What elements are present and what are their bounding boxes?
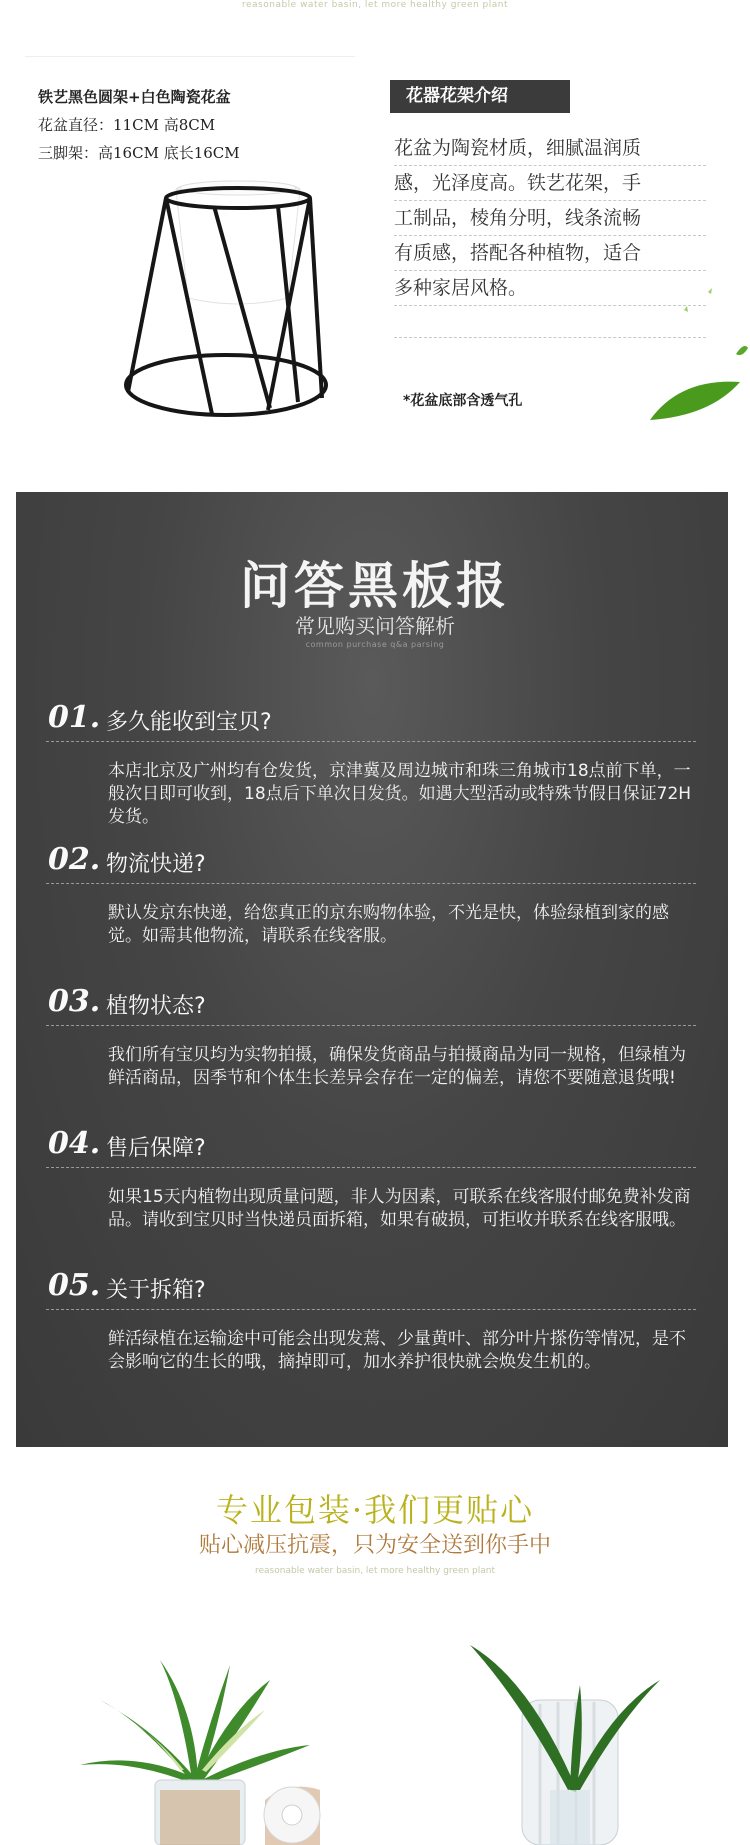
question-number: 01. xyxy=(48,700,101,735)
question-text: 关于拆箱? xyxy=(106,1278,206,1303)
question-text: 植物状态? xyxy=(106,994,206,1019)
intro-line: 多种家居风格。 xyxy=(394,271,706,306)
board-tagline: common purchase q&a parsing xyxy=(305,640,445,649)
intro-line: 工制品，棱角分明，线条流畅 xyxy=(394,201,706,236)
answer-text: 默认发京东快递，给您真正的京东购物体验，不光是快，体验绿植到家的感觉。如需其他物流，请联系在线客服。 xyxy=(108,903,669,946)
answer-text: 我们所有宝贝均为实物拍摄，确保发货商品与拍摄商品为同一规格，但绿植为鲜活商品，因季节和个体生长差异会存在一定的偏差，请您不要随意退货哦! xyxy=(108,1045,686,1088)
board-subtitle: 常见购买问答解析 xyxy=(295,614,455,638)
answer-text: 鲜活绿植在运输途中可能会出现发蔫、少量黄叶、部分叶片搽伤等情况，是不会影响它的生长的哦，摘掉即可，加水养护很快就会焕发生机的。 xyxy=(108,1329,686,1372)
question-divider xyxy=(46,1309,696,1310)
question-text: 多久能收到宝贝? xyxy=(106,710,272,735)
packaged-plant-image-right xyxy=(460,1640,680,1845)
question-text: 物流快递? xyxy=(106,852,206,877)
question-number: 05. xyxy=(48,1268,101,1303)
spec-line-pot: 花盆直径：11CM 高8CM xyxy=(38,116,216,134)
packaged-plant-image-left xyxy=(60,1640,360,1845)
intro-heading: 花器花架介绍 xyxy=(390,80,570,113)
top-tagline: reasonable water basin, let more healthy green plant xyxy=(241,0,509,10)
question-text: 售后保障? xyxy=(106,1136,206,1161)
spec-title: 铁艺黑色圆架+白色陶瓷花盆 xyxy=(38,88,231,106)
board-title: 问答黑板报 xyxy=(240,557,510,615)
question-number: 03. xyxy=(48,984,101,1019)
question-divider xyxy=(46,1167,696,1168)
question-divider xyxy=(46,883,696,884)
answer-text: 本店北京及广州均有仓发货，京津冀及周边城市和珠三角城市18点前下单，一般次日即可收到，18点后下单次日发货。如遇大型活动或特殊节假日保证72H发货。 xyxy=(108,761,692,827)
spec-line-stand: 三脚架：高16CM 底长16CM xyxy=(38,144,240,162)
question-divider xyxy=(46,1025,696,1026)
answer-text: 如果15天内植物出现质量问题，非人为因素，可联系在线客服付邮免费补发商品。请收到宝贝时当快递员面拆箱，如果有破损，可拒收并联系在线客服哦。 xyxy=(108,1187,691,1230)
intro-line: 感，光泽度高。铁艺花架，手 xyxy=(394,166,706,201)
vent-hole-note: *花盆底部含透气孔 xyxy=(403,393,523,409)
top-divider xyxy=(25,56,355,57)
plant-stand-image xyxy=(110,170,350,450)
question-number: 02. xyxy=(48,842,101,877)
question-number: 04. xyxy=(48,1126,101,1161)
question-divider xyxy=(46,741,696,742)
packaging-subtitle: 贴心减压抗震，只为安全送到你手中 xyxy=(198,1533,551,1558)
intro-line: 花盆为陶瓷材质，细腻温润质 xyxy=(394,131,706,166)
intro-line: 有质感，搭配各种植物，适合 xyxy=(394,236,706,271)
packaging-tagline: reasonable water basin, let more healthy green plant xyxy=(254,1566,496,1576)
packaging-title: 专业包装·我们更贴心 xyxy=(215,1491,535,1529)
leaf-decoration-icon xyxy=(640,270,750,430)
